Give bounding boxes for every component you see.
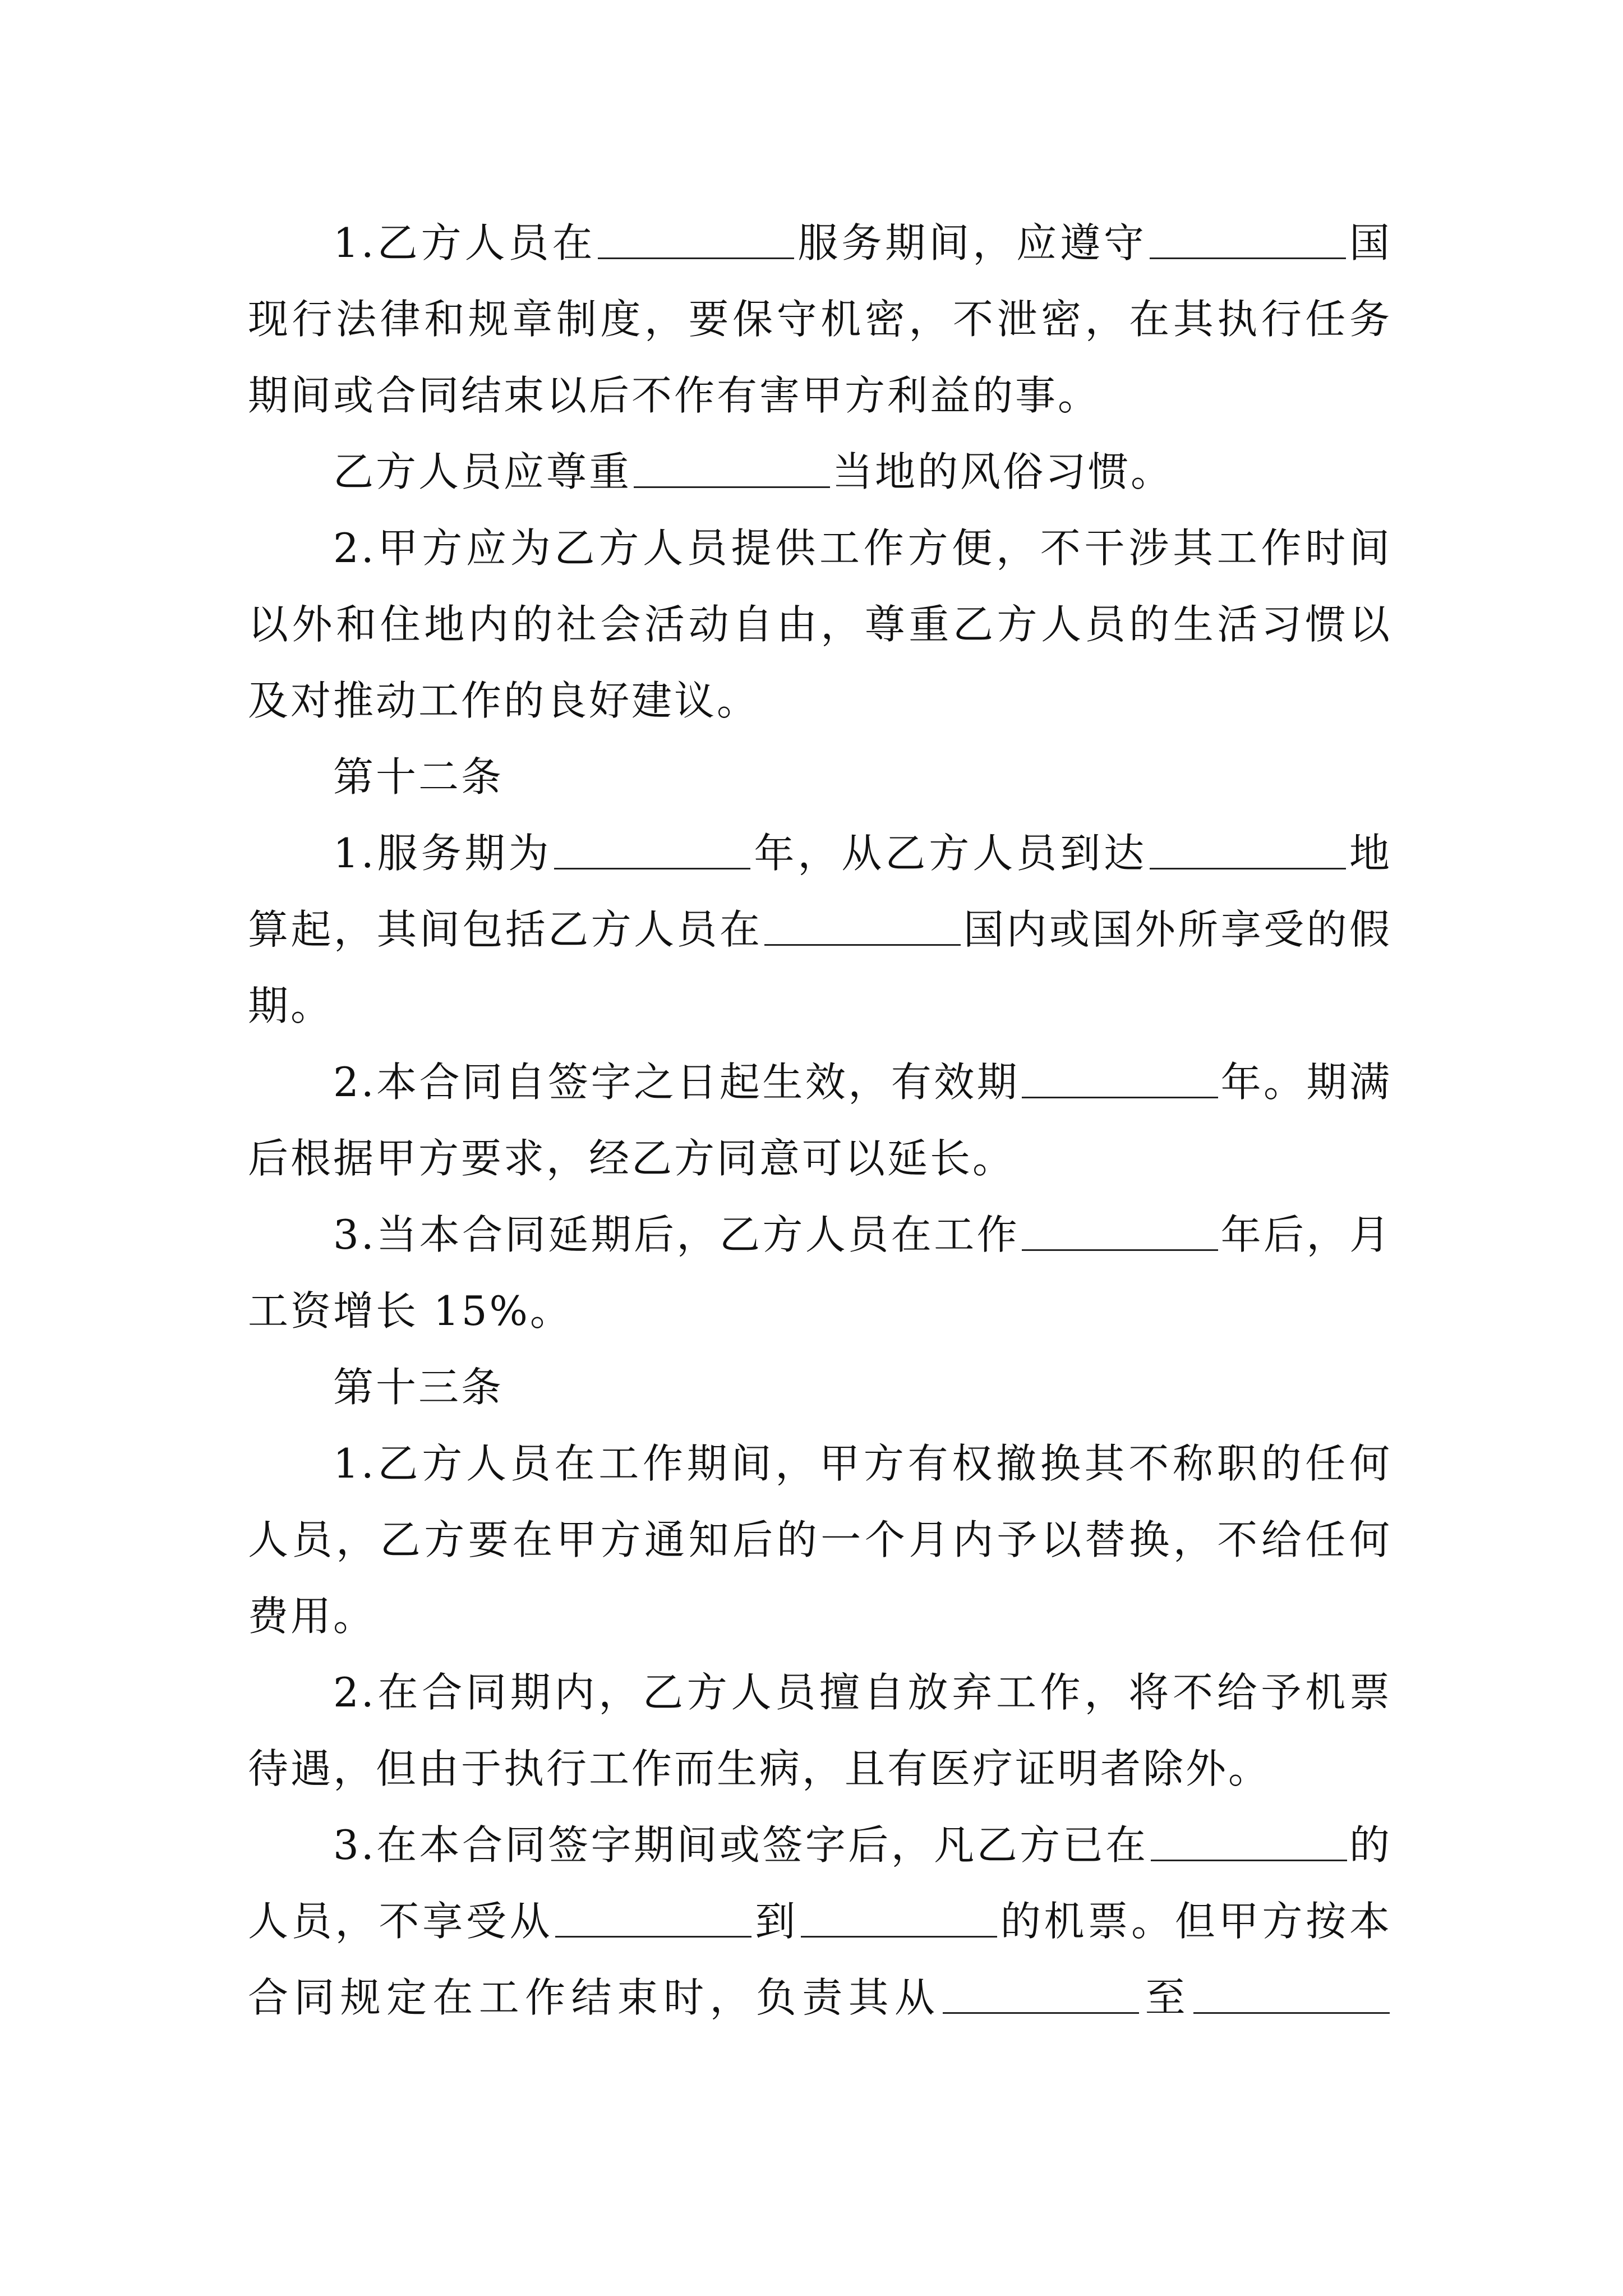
heading-text: 第十二条 [333, 753, 504, 800]
text-run: 的机票。但甲方按本合同规定在工作结束时，负责其从 [248, 1898, 1392, 2021]
paragraph-11-1 [248, 205, 1392, 434]
blank-field [801, 1895, 997, 1938]
blank-field [1193, 1972, 1390, 2014]
text-run: 到 [754, 1898, 799, 1945]
paragraph-12-3 [248, 1197, 1392, 1349]
text-run: 至 [1141, 1974, 1191, 2021]
blank-field [943, 1972, 1139, 2014]
text-run: 国现行法律和规章制度，要保守机密，不泄密，在其执行任务期间或合同结束以后不作有害甲方利益的事。 [248, 219, 1392, 419]
text-run: 服务期间，应遵守 [796, 219, 1148, 266]
article-12-heading [248, 739, 1392, 815]
blank-field [1151, 1819, 1347, 1861]
contract-text [248, 205, 1392, 2036]
paragraph-11-1-note [248, 434, 1392, 510]
blank-field [1022, 1209, 1218, 1251]
text-run: 2.甲方应为乙方人员提供工作方便，不干涉其工作时间以外和住地内的社会活动自由，尊重乙方人员的生活习惯以及对推动工作的良好建议。 [248, 524, 1392, 724]
paragraph-13-3 [248, 1807, 1392, 2036]
text-run: 乙方人员应尊重 [333, 448, 632, 495]
text-run: 3.在本合同签字期间或签字后，凡乙方已在 [333, 1821, 1149, 1869]
paragraph-13-1 [248, 1425, 1392, 1654]
text-run: 的人员，不享受从 [248, 1821, 1392, 1945]
text-run: 2.在合同期内，乙方人员擅自放弃工作，将不给予机票待遇，但由于执行工作而生病，且有医疗证明者除外。 [248, 1669, 1392, 1792]
blank-field [555, 1895, 751, 1938]
paragraph-12-1 [248, 815, 1392, 1044]
blank-field [1150, 827, 1346, 869]
text-run: 年后，月工资增长 15%。 [248, 1211, 1392, 1335]
paragraph-12-2 [248, 1044, 1392, 1197]
text-run: 1.乙方人员在 [333, 219, 596, 266]
text-run: 1.服务期为 [333, 830, 552, 877]
text-run: 年。期满后根据甲方要求，经乙方同意可以延长。 [248, 1059, 1392, 1182]
blank-field [1150, 217, 1346, 259]
text-run: 3.当本合同延期后，乙方人员在工作 [333, 1211, 1020, 1258]
text-run: 年，从乙方人员到达 [753, 830, 1148, 877]
article-13-heading [248, 1349, 1392, 1425]
blank-field [1022, 1056, 1218, 1098]
blank-field [634, 446, 830, 488]
blank-field [764, 904, 961, 946]
heading-text: 第十三条 [333, 1364, 504, 1411]
text-run: 地算起，其间包括乙方人员在 [248, 830, 1392, 953]
text-run: 国内或国外所享受的假期。 [248, 906, 1392, 1029]
blank-field [598, 217, 794, 259]
text-run: 2.本合同自签字之日起生效，有效期 [333, 1059, 1020, 1106]
blank-field [554, 827, 750, 869]
text-run: 1.乙方人员在工作期间，甲方有权撤换其不称职的任何人员，乙方要在甲方通知后的一个月内予以替换，不给任何费用。 [248, 1440, 1392, 1640]
paragraph-11-2 [248, 510, 1392, 739]
paragraph-13-2 [248, 1654, 1392, 1807]
text-run: 当地的风俗习惯。 [832, 448, 1174, 495]
